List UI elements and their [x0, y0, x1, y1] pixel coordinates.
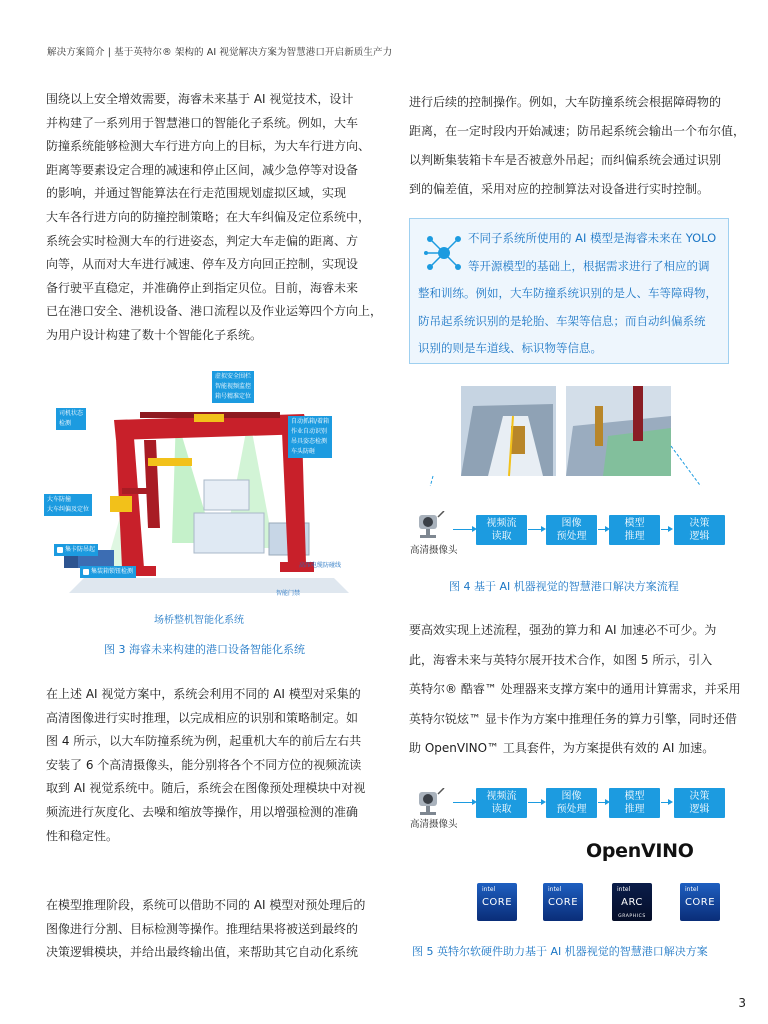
flow-step-2-line-1: 图像 [561, 791, 582, 802]
flow-step-video-read [476, 515, 527, 545]
label-driver-status [56, 408, 86, 430]
text-line: 到的偏差值，采用对应的控制算法对设备进行实时控制。 [409, 182, 710, 196]
label-spreader [288, 416, 332, 458]
label-cone [80, 566, 136, 578]
body-paragraph-4 [409, 88, 745, 204]
flow-step-decision [674, 788, 725, 818]
flow-step-4-line-1: 决策 [689, 518, 710, 529]
text-line: 助 OpenVINO™ 工具套件，为方案提供有效的 AI 加速。 [409, 741, 715, 755]
page-number: 3 [738, 996, 746, 1010]
flow-step-decision [674, 515, 725, 545]
text-line: 取到 AI 视觉系统中。随后，系统会在图像预处理模块中对视 [46, 781, 366, 796]
label-anticollision-line-1: 大车防撞 [47, 496, 72, 503]
text-line: 备行驶平直稳定，并准确停止到指定贝位。目前，海睿未来 [46, 280, 359, 295]
label-cone-icon [83, 569, 89, 575]
openvino-logo: OpenVINO [586, 840, 694, 862]
text-line: 进行后续的控制操作。例如，大车防撞系统会根据障碍物的 [409, 95, 722, 109]
body-paragraph-2 [46, 683, 365, 848]
text-line: 距离等要素设定合理的减速和停止区间，减少急停等对设备 [46, 162, 359, 177]
text-line: 频流进行灰度化、去噪和缩放等操作，用以增强检测的准确 [46, 804, 359, 819]
flow-step-inference [609, 788, 660, 818]
label-anticollision-line-2: 大车纠偏及定位 [47, 506, 90, 513]
label-anticollision [44, 494, 92, 516]
flow-step-1-line-1: 视频流 [486, 518, 517, 529]
intel-core-chip [477, 883, 517, 921]
flow-step-3-line-1: 模型 [624, 518, 645, 529]
camera-icon [416, 511, 446, 539]
label-top-line-1: 虚拟安全围栏 [215, 373, 252, 380]
flow-step-4-line-1: 决策 [689, 791, 710, 802]
text-line: 英特尔锐炫™ 显卡作为方案中推理任务的算力引擎，同时还借 [409, 711, 737, 726]
label-spreader-line-3: 吊具姿态检测 [291, 438, 328, 445]
camera-icon [416, 788, 446, 816]
chip-name: CORE [547, 897, 579, 908]
text-line: 此，海睿未来与英特尔展开技术合作，如图 5 所示，引入 [409, 652, 713, 667]
text-line: 安装了 6 个高清摄像头，能分别将各个不同方位的视频流读 [46, 757, 362, 772]
flow-step-3-line-2: 推理 [624, 804, 645, 815]
flow-step-4-line-2: 逻辑 [689, 804, 710, 815]
figure-3-caption: 图 3 海睿未来构建的港口设备智能化系统 [104, 643, 305, 656]
label-spreader-line-1: 自动抓箱/着箱 [291, 418, 330, 425]
chip-brand: intel [548, 886, 562, 893]
body-paragraph-1 [46, 88, 382, 348]
text-line: 要高效实现上述流程，强劲的算力和 AI 加速必不可少。为 [409, 623, 717, 637]
figure-5-caption: 图 5 英特尔软硬件助力基于 AI 机器视觉的智慧港口解决方案 [412, 945, 708, 958]
flow-step-2-line-2: 预处理 [556, 531, 587, 542]
text-line: 围绕以上安全增效需要，海睿未来基于 AI 视觉技术，设计 [46, 92, 354, 106]
flow-step-inference [609, 515, 660, 545]
callout-text [418, 225, 726, 363]
text-line: 高清图像进行实时推理，以完成相应的识别和策略制定。如 [46, 710, 359, 725]
label-top-safety [212, 371, 254, 403]
flow-step-1-line-2: 读取 [491, 804, 512, 815]
text-line: 的影响，并通过智能算法在行走范围规划虚拟区域，实现 [46, 186, 347, 201]
flow-step-preprocess [546, 788, 597, 818]
flow-step-4-line-2: 逻辑 [689, 531, 710, 542]
figure-3-illustration-title: 场桥整机智能化系统 [154, 615, 244, 626]
callout-line-5: 识别的则是车道线、标识物等信息。 [418, 341, 602, 355]
label-high-voltage-text: 高压电缆防碰线 [299, 562, 342, 569]
callout-box [409, 218, 729, 364]
label-truck-lift [54, 544, 98, 556]
flow-step-1-line-1: 视频流 [486, 791, 517, 802]
callout-line-1: 不同子系统所使用的 AI 模型是海睿未来在 YOLO [468, 231, 717, 245]
intel-arc-chip [612, 883, 652, 921]
label-top-line-2: 智能视频监控 [215, 383, 252, 390]
flow-arrow [453, 529, 473, 530]
label-high-voltage [297, 560, 341, 569]
body-paragraph-5 [409, 616, 741, 764]
text-line: 为用户设计构建了数十个智能化子系统。 [46, 327, 263, 342]
label-spreader-line-2: 作业自动识别 [291, 428, 328, 435]
chip-name: CORE [684, 897, 716, 908]
chip-brand: intel [617, 886, 631, 893]
intel-core-chip [543, 883, 583, 921]
text-line: 向等，从而对大车进行减速、停车及方向回正控制，实现设 [46, 257, 359, 272]
chip-name: CORE [481, 897, 513, 908]
label-spreader-line-4: 车头防砸 [291, 448, 316, 455]
text-line: 已在港口安全、港机设备、港口流程以及作业运筹四个方向上， [46, 304, 383, 319]
text-line: 系统会实时检测大车的行进姿态，判定大车走偏的距离、方 [46, 233, 359, 248]
text-line: 大车各行进方向的防撞控制策略；在大车纠偏及定位系统中， [46, 209, 371, 224]
intel-core-chip [680, 883, 720, 921]
flow-arrow [598, 529, 606, 530]
chip-name: ARC [621, 897, 643, 908]
flow-step-3-line-1: 模型 [624, 791, 645, 802]
figure-5-camera-label: 高清摄像头 [410, 819, 458, 830]
flow-step-video-read [476, 788, 527, 818]
callout-line-4: 防吊起系统识别的是轮胎、车架等信息；而自动纠偏系统 [418, 313, 706, 328]
body-paragraph-3 [46, 894, 365, 965]
text-line: 距离，在一定时段内开始减速；防吊起系统会输出一个布尔值， [409, 124, 746, 138]
text-line: 并构建了一系列用于智慧港口的智能化子系统。例如，大车 [46, 115, 359, 130]
chip-brand: intel [685, 886, 699, 893]
flow-arrow [661, 802, 669, 803]
flow-step-1-line-2: 读取 [491, 531, 512, 542]
text-line: 图 4 所示，以大车防撞系统为例，起重机大车的前后左右共 [46, 734, 362, 749]
flow-step-2-line-2: 预处理 [556, 804, 587, 815]
flow-arrow [528, 529, 542, 530]
flow-arrow [661, 529, 669, 530]
flow-step-preprocess [546, 515, 597, 545]
figure-4-caption: 图 4 基于 AI 机器视觉的智慧港口解决方案流程 [449, 580, 679, 593]
page-header: 解决方案简介 | 基于英特尔® 架构的 AI 视觉解决方案为智慧港口开启新质生产力 [47, 47, 393, 58]
chip-sub: GRAPHICS [618, 914, 646, 919]
label-truck-lift-text: 集卡防吊起 [65, 546, 96, 553]
label-driver-line-2: 检测 [59, 420, 72, 427]
label-smart-lock [274, 588, 300, 597]
text-line: 图像进行分割、目标检测等操作。推理结果将被送到最终的 [46, 921, 359, 936]
callout-line-2: 等开源模型的基础上，根据需求进行了相应的调 [468, 258, 710, 273]
flow-arrow [453, 802, 473, 803]
label-truck-lift-icon [57, 547, 63, 553]
label-top-line-3: 箱号精准定位 [215, 393, 252, 400]
flow-step-3-line-2: 推理 [624, 531, 645, 542]
text-line: 英特尔® 酷睿™ 处理器来支撑方案中的通用计算需求，并采用 [409, 682, 741, 696]
label-smart-lock-text: 智能门禁 [276, 590, 301, 597]
text-line: 防撞系统能够检测大车行进方向上的目标，为大车行进方向、 [46, 139, 371, 154]
label-cone-text: 集装箱锁钮检测 [91, 568, 134, 575]
text-line: 在模型推理阶段，系统可以借助不同的 AI 模型对预处理后的 [46, 898, 366, 912]
lane-detection-images [413, 386, 723, 486]
flow-arrow [598, 802, 606, 803]
label-driver-line-1: 司机状态 [59, 410, 84, 417]
text-line: 在上述 AI 视觉方案中，系统会利用不同的 AI 模型对采集的 [46, 687, 361, 701]
chip-brand: intel [482, 886, 496, 893]
text-line: 决策逻辑模块，并给出最终输出值，来帮助其它自动化系统 [46, 945, 359, 960]
figure-4-camera-label: 高清摄像头 [410, 545, 458, 556]
text-line: 性和稳定性。 [46, 828, 119, 843]
flow-arrow [528, 802, 542, 803]
figure-3-illustration [44, 368, 360, 604]
flow-step-2-line-1: 图像 [561, 518, 582, 529]
callout-line-3: 整和训练。例如，大车防撞系统识别的是人、车等障碍物， [418, 286, 717, 300]
text-line: 以判断集装箱卡车是否被意外吊起；而纠偏系统会通过识别 [409, 153, 722, 167]
